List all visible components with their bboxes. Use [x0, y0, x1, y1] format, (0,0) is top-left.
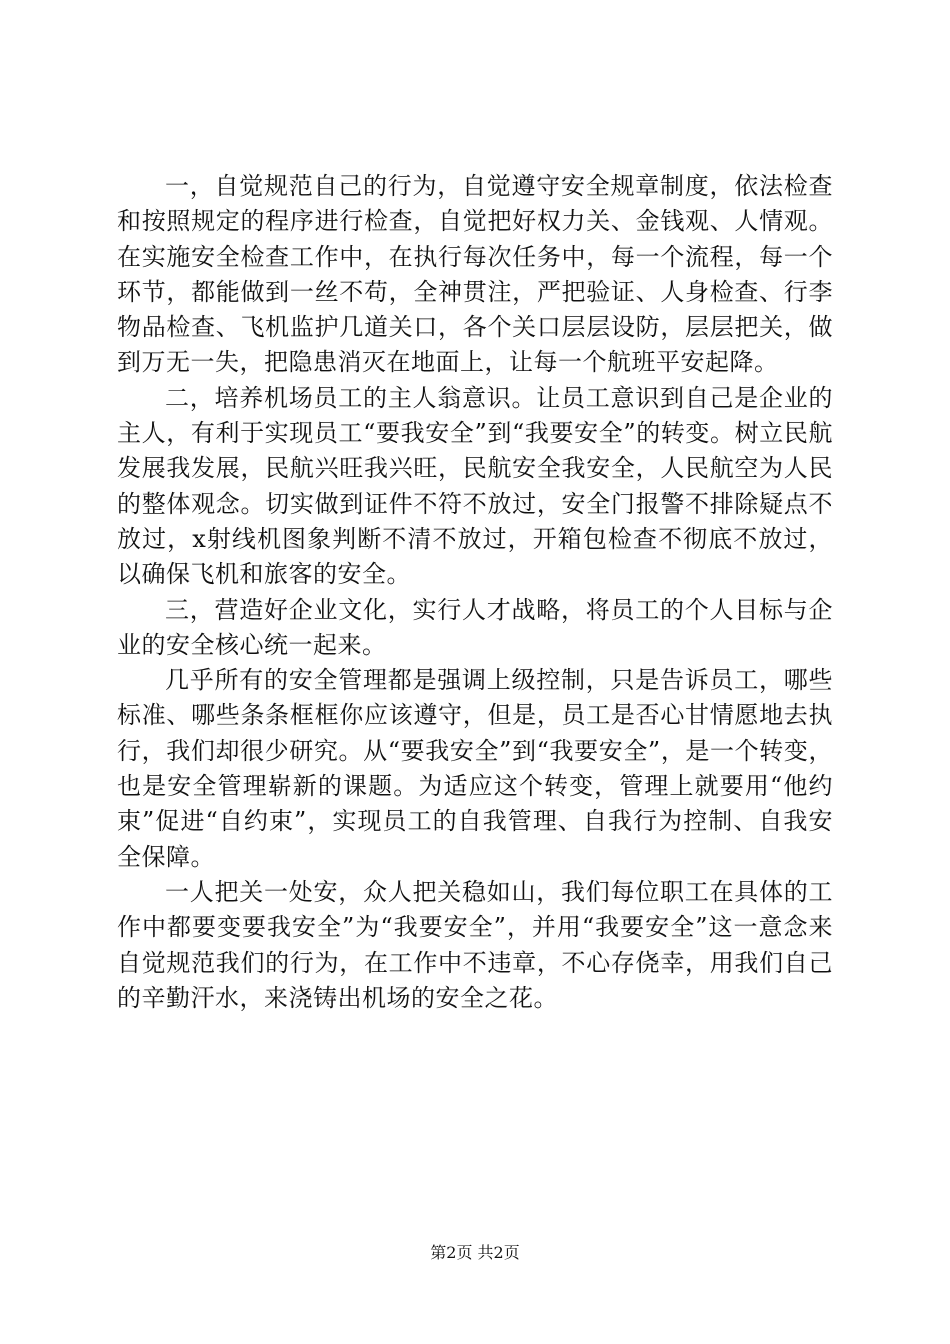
document-body: [117, 169, 833, 1016]
paragraph-2: 二，培养机场员工的主人翁意识。让员工意识到自己是企业的主人，有利于实现员工“要我安全”到“我要安全”的转变。树立民航发展我发展，民航兴旺我兴旺，民航安全我安全，人民航空为人民的整体观念。切实做到证件不符不放过，安全门报警不排除疑点不放过，x射线机图象判断不清不放过，开箱包检查不彻底不放过，以确保飞机和旅客的安全。: [117, 383, 833, 589]
paragraph-3: 三，营造好企业文化，实行人才战略，将员工的个人目标与企业的安全核心统一起来。: [117, 595, 833, 659]
paragraph-4: 几乎所有的安全管理都是强调上级控制，只是告诉员工，哪些标准、哪些条条框框你应该遵守，但是，员工是否心甘情愿地去执行，我们却很少研究。从“要我安全”到“我要安全”，是一个转变，也是安全管理崭新的课题。为适应这个转变，管理上就要用“他约束”促进“自约束”，实现员工的自我管理、自我行为控制、自我安全保障。: [117, 666, 833, 871]
page-footer: 第2页 共2页: [430, 1243, 520, 1262]
paragraph-5: 一人把关一处安，众人把关稳如山，我们每位职工在具体的工作中都要变要我安全”为“我要安全”，并用“我要安全”这一意念来自觉规范我们的行为，在工作中不违章，不心存侥幸，用我们自己的辛勤汗水，来浇铸出机场的安全之花。: [117, 877, 833, 1012]
paragraph-1: 一，自觉规范自己的行为，自觉遵守安全规章制度，依法检查和按照规定的程序进行检查，自觉把好权力关、金钱观、人情观。在实施安全检查工作中，在执行每次任务中，每一个流程，每一个环节，都能做到一丝不苟，全神贯注，严把验证、人身检查、行李物品检查、飞机监护几道关口，各个关口层层设防，层层把关，做到万无一失，把隐患消灭在地面上，让每一个航班平安起降。: [117, 172, 833, 377]
